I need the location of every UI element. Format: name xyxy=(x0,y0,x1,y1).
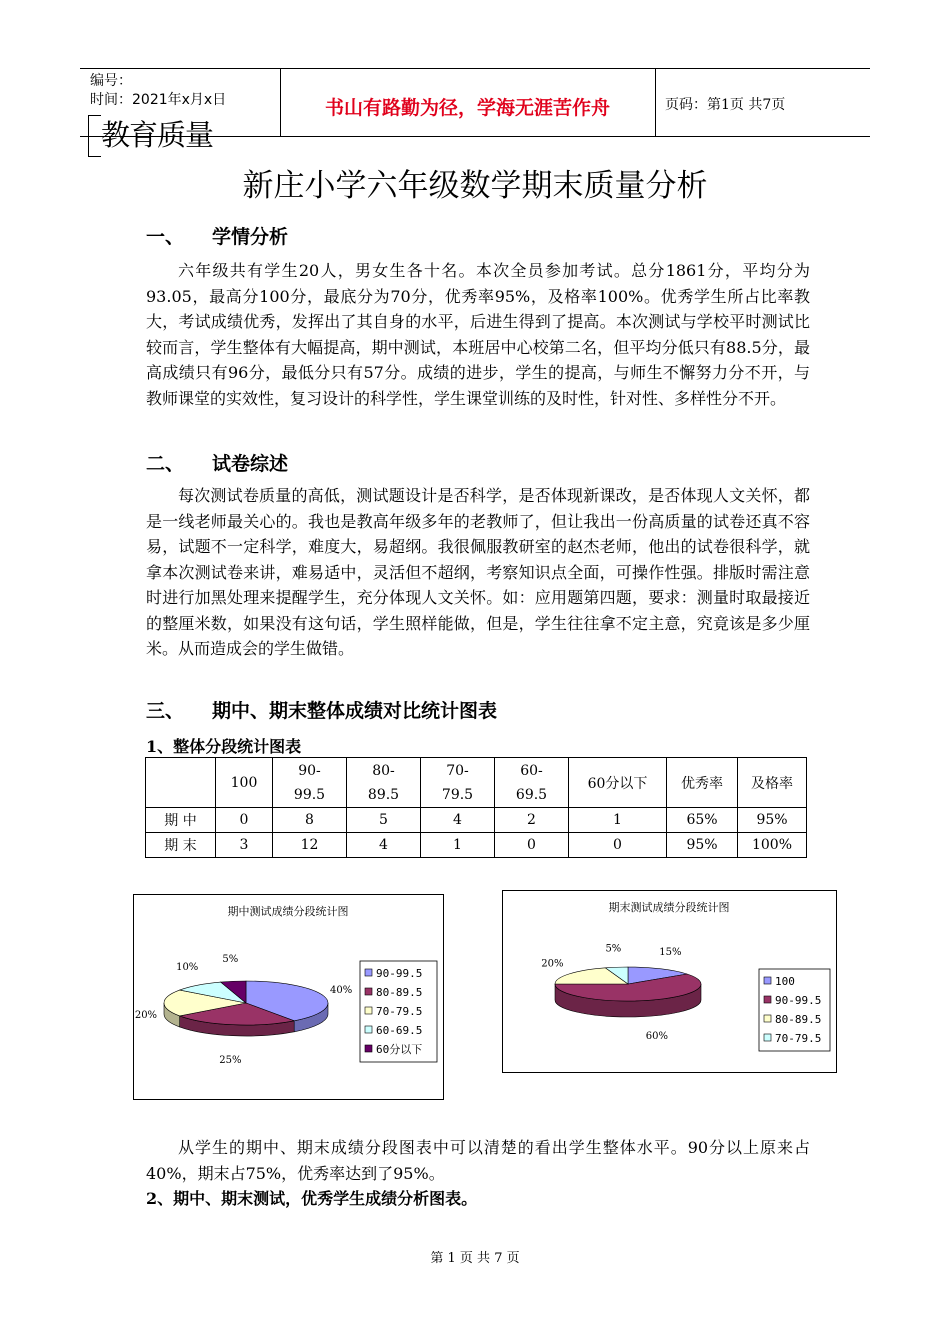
table-cell: 2 xyxy=(495,808,569,833)
legend-swatch xyxy=(365,1026,372,1033)
legend-label: 80-89.5 xyxy=(376,986,423,999)
conclusion-paragraph: 从学生的期中、期末成绩分段图表中可以清楚的看出学生整体水平。90分以上原来占40%，期末占75%，优秀率达到了95%。 xyxy=(146,1138,810,1183)
legend-label: 80-89.5 xyxy=(775,1013,822,1026)
table-row xyxy=(146,833,807,858)
table-cell: 5 xyxy=(347,808,421,833)
section-2-heading xyxy=(146,449,288,476)
chart-title: 期中测试成绩分段统计图 xyxy=(227,905,349,918)
legend-label: 90-99.5 xyxy=(775,994,822,1007)
legend-swatch xyxy=(365,1045,372,1052)
table-cell: 12 xyxy=(273,833,347,858)
pie-data-label: 25% xyxy=(219,1055,242,1067)
legend-swatch xyxy=(365,988,372,995)
table-row xyxy=(146,808,807,833)
table-cell: 4 xyxy=(347,833,421,858)
table-cell: 95% xyxy=(738,808,807,833)
legend-swatch xyxy=(365,1007,372,1014)
page-title: 新庄小学六年级数学期末质量分析 xyxy=(242,168,708,204)
section-2-body: 每次测试卷质量的高低，测试题设计是否科学，是否体现新课改，是否体现人文关怀，都是一线老师最关心的。我也是教高年级多年的老教师了，但让我出一份高质量的试卷还真不容易，试题不一定科学，难度大，易超纲。我很佩服教研室的赵杰老师，他出的试卷很科学，就拿本次测试卷来讲，难易适中，灵活但不超纲，考察知识点全面，可操作性强。排版时需注意时进行加黑处理来提醒学生，充分体现人文关怀。如：应用题第四题，要求：测量时取最接近的整厘米数，如果没有这句话，学生照样能做，但是，学生往往拿不定主意，究竟该是多少厘米。从而造成会的学生做错。 xyxy=(146,486,810,658)
legend-label: 70-79.5 xyxy=(775,1032,822,1045)
header-page: 页码：第1页 共7页 xyxy=(665,97,786,113)
section-2-number: 二、 xyxy=(146,453,185,475)
pie-data-label: 40% xyxy=(330,984,353,996)
header-rule-top xyxy=(80,68,870,69)
table-header-cell: 100 xyxy=(216,758,273,808)
table-cell: 期 末 xyxy=(146,833,216,858)
legend-swatch xyxy=(764,1015,771,1022)
table-cell: 95% xyxy=(667,833,738,858)
final-pie-svg xyxy=(503,891,836,1072)
legend-label: 100 xyxy=(775,975,795,988)
table-cell: 8 xyxy=(273,808,347,833)
table-cell: 0 xyxy=(569,833,667,858)
page-footer: 第 1 页 共 7 页 xyxy=(430,1251,520,1266)
legend-label: 60分以下 xyxy=(376,1043,423,1056)
legend-swatch xyxy=(764,977,771,984)
subheading-2: 2、期中、期末测试，优秀学生成绩分析图表。 xyxy=(146,1189,478,1208)
header-time: 时间：2021年x月x日 xyxy=(90,92,227,108)
subheading-1: 1、整体分段统计图表 xyxy=(146,737,302,756)
table-header-row xyxy=(146,758,807,808)
section-3-title: 期中、期末整体成绩对比统计图表 xyxy=(212,700,498,722)
header-left xyxy=(90,72,226,110)
table-header-cell: 优秀率 xyxy=(667,758,738,808)
table-header-cell: 70- 79.5 xyxy=(421,758,495,808)
legend-swatch xyxy=(365,969,372,976)
pie-data-label: 5% xyxy=(605,943,622,955)
pie-data-label: 60% xyxy=(645,1031,668,1043)
pie-data-label: 20% xyxy=(541,958,564,970)
legend-label: 90-99.5 xyxy=(376,967,423,980)
midterm-pie-chart xyxy=(133,894,444,1100)
section-3-heading xyxy=(146,696,497,723)
stamp-bracket xyxy=(88,115,101,157)
table-cell: 100% xyxy=(738,833,807,858)
section-2-title: 试卷综述 xyxy=(212,453,289,475)
table-cell: 0 xyxy=(216,808,273,833)
midterm-pie-svg xyxy=(134,895,443,1099)
header-divider-2 xyxy=(655,68,656,136)
pie-data-label: 10% xyxy=(176,962,199,974)
table-header-cell: 及格率 xyxy=(738,758,807,808)
section-1-body: 六年级共有学生20人，男女生各十名。本次全员参加考试。总分1861分，平均分为93.05，最高分100分，最底分为70分，优秀率95%，及格率100%。优秀学生所占比率教大，考试成绩优秀，发挥出了其自身的水平，后进生得到了提高。本次测试与学校平时测试比较而言，学生整体有大幅提高，期中测试，本班居中心校第二名，但平均分低只有88.5分，最高成绩只有96分，最低分只有57分。成绩的进步，学生的提高，与师生不懈努力分不开，与教师课堂的实效性，复习设计的科学性，学生课堂训练的及时性，针对性、多样性分不开。 xyxy=(146,261,810,408)
table-header-cell: 80- 89.5 xyxy=(347,758,421,808)
table-cell: 4 xyxy=(421,808,495,833)
score-table xyxy=(145,757,807,858)
table-header-cell xyxy=(146,758,216,808)
section-1-title: 学情分析 xyxy=(212,226,289,248)
stamp xyxy=(88,115,214,157)
table-cell: 1 xyxy=(421,833,495,858)
section-3-number: 三、 xyxy=(146,700,185,722)
section-1-number: 一、 xyxy=(146,226,185,248)
table-cell: 期 中 xyxy=(146,808,216,833)
table-header-cell: 90- 99.5 xyxy=(273,758,347,808)
legend-label: 60-69.5 xyxy=(376,1024,423,1037)
table-cell: 1 xyxy=(569,808,667,833)
section-1-heading xyxy=(146,222,288,249)
legend-label: 70-79.5 xyxy=(376,1005,423,1018)
pie-data-label: 5% xyxy=(222,953,239,965)
legend-swatch xyxy=(764,996,771,1003)
pie-data-label: 20% xyxy=(134,1010,158,1021)
legend-swatch xyxy=(764,1034,771,1041)
pie-data-label: 15% xyxy=(659,947,682,959)
stamp-text: 教育质量 xyxy=(101,118,214,152)
table-header-cell: 60- 69.5 xyxy=(495,758,569,808)
table-cell: 65% xyxy=(667,808,738,833)
table-header-cell: 60分以下 xyxy=(569,758,667,808)
header-number: 编号： xyxy=(90,73,132,89)
final-pie-chart xyxy=(502,890,837,1073)
table-cell: 0 xyxy=(495,833,569,858)
table-cell: 3 xyxy=(216,833,273,858)
chart-title: 期末测试成绩分段统计图 xyxy=(608,901,730,914)
header-motto: 书山有路勤为径，学海无涯苦作舟 xyxy=(324,97,610,119)
